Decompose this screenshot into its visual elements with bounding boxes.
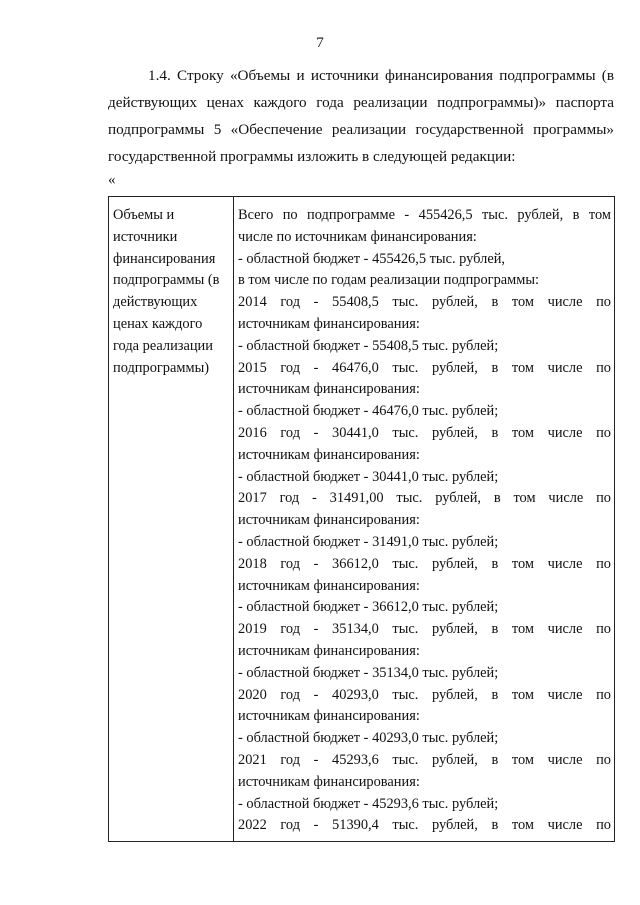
value-line: 2018 год - 36612,0 тыс. рублей, в том числе по bbox=[238, 555, 611, 572]
value-line: - областной бюджет - 31491,0 тыс. рублей; bbox=[238, 533, 499, 550]
table-row bbox=[109, 197, 615, 842]
value-line: 2020 год - 40293,0 тыс. рублей, в том числе по bbox=[238, 686, 611, 703]
value-line: источникам финансирования: bbox=[238, 446, 420, 463]
value-line: - областной бюджет - 30441,0 тыс. рублей; bbox=[238, 468, 499, 485]
value-line: - областной бюджет - 455426,5 тыс. рублей, bbox=[238, 250, 506, 267]
label-line: подпрограммы (в bbox=[113, 272, 220, 289]
intro-paragraph bbox=[108, 62, 614, 170]
intro-line: действующих ценах каждого года реализации подпрограммы)» паспорта bbox=[108, 94, 614, 111]
value-line: 2019 год - 35134,0 тыс. рублей, в том числе по bbox=[238, 621, 611, 638]
value-cell bbox=[234, 197, 615, 842]
value-line: - областной бюджет - 45293,6 тыс. рублей; bbox=[238, 795, 499, 812]
label-line: года реализации bbox=[113, 337, 213, 354]
label-line: источники bbox=[113, 228, 178, 245]
value-line: в том числе по годам реализации подпрограммы: bbox=[238, 272, 540, 289]
financing-table bbox=[108, 196, 615, 842]
value-line: - областной бюджет - 55408,5 тыс. рублей; bbox=[238, 337, 499, 354]
value-line: - областной бюджет - 40293,0 тыс. рублей; bbox=[238, 730, 499, 747]
label-line: подпрограммы) bbox=[113, 359, 210, 376]
label-line: ценах каждого bbox=[113, 315, 203, 332]
value-line: Всего по подпрограмме - 455426,5 тыс. рублей, в том bbox=[238, 207, 611, 223]
intro-line: государственной программы изложить в следующей редакции: bbox=[108, 148, 516, 165]
value-line: 2014 год - 55408,5 тыс. рублей, в том числе по bbox=[238, 294, 611, 311]
value-line: - областной бюджет - 46476,0 тыс. рублей; bbox=[238, 403, 499, 420]
value-line: источникам финансирования: bbox=[238, 642, 420, 659]
value-line: источникам финансирования: bbox=[238, 512, 420, 529]
page-number: 7 bbox=[316, 35, 324, 51]
value-line: 2021 год - 45293,6 тыс. рублей, в том числе по bbox=[238, 751, 611, 768]
value-line: - областной бюджет - 36612,0 тыс. рублей; bbox=[238, 599, 499, 616]
value-line: 2017 год - 31491,00 тыс. рублей, в том числе по bbox=[238, 490, 611, 507]
value-line: источникам финансирования: bbox=[238, 773, 420, 790]
opening-quote-mark: « bbox=[108, 172, 116, 188]
value-line: 2022 год - 51390,4 тыс. рублей, в том числе по bbox=[238, 817, 611, 834]
value-line: 2016 год - 30441,0 тыс. рублей, в том числе по bbox=[238, 424, 611, 441]
value-line: - областной бюджет - 35134,0 тыс. рублей; bbox=[238, 664, 499, 681]
value-line: числе по источникам финансирования: bbox=[238, 228, 477, 245]
value-line: источникам финансирования: bbox=[238, 381, 420, 398]
intro-line: подпрограммы 5 «Обеспечение реализации государственной программы» bbox=[108, 121, 614, 138]
value-line: источникам финансирования: bbox=[238, 708, 420, 725]
value-line: 2015 год - 46476,0 тыс. рублей, в том числе по bbox=[238, 359, 611, 376]
label-cell bbox=[109, 197, 234, 842]
label-line: финансирования bbox=[113, 250, 216, 267]
label-line: Объемы и bbox=[113, 207, 175, 223]
intro-line: 1.4. Строку «Объемы и источники финансирования подпрограммы (в bbox=[148, 67, 614, 84]
value-line: источникам финансирования: bbox=[238, 315, 420, 332]
value-line: источникам финансирования: bbox=[238, 577, 420, 594]
label-line: действующих bbox=[113, 294, 198, 311]
